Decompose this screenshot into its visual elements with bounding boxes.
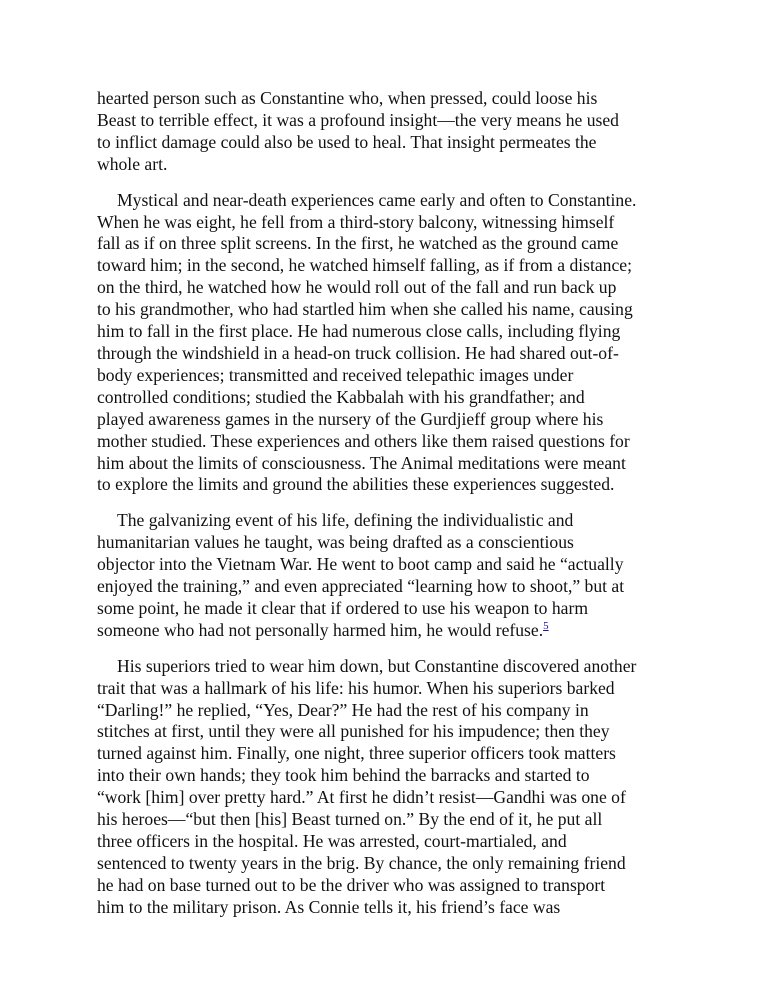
text-line: objector into the Vietnam War. He went to boot camp and said he “actually bbox=[97, 554, 624, 575]
text-line: to his grandmother, who had startled him when she called his name, causing bbox=[97, 299, 633, 320]
text-line: His superiors tried to wear him down, but Constantine discovered another bbox=[117, 655, 637, 676]
text-line: three officers in the hospital. He was arrested, court-martialed, and bbox=[97, 831, 567, 851]
text-line: enjoyed the training,” and even appreciated “learning how to shoot,” but at bbox=[97, 576, 625, 597]
text-line: someone who had not personally harmed him, he would refuse. bbox=[97, 619, 544, 640]
text-line: The galvanizing event of his life, defining the individualistic and bbox=[117, 510, 574, 531]
text-line: controlled conditions; studied the Kabbalah with his grandfather; and bbox=[97, 386, 585, 407]
text-line: into their own hands; they took him behind the barracks and started to bbox=[97, 765, 590, 786]
text-line: “work [him] over pretty hard.” At first he didn’t resist—Gandhi was one of bbox=[97, 787, 626, 808]
paragraph-3 bbox=[97, 510, 687, 641]
text-line: to explore the limits and ground the abilities these experiences suggested. bbox=[97, 474, 615, 495]
text-line: Mystical and near-death experiences came early and often to Constantine. bbox=[117, 189, 637, 210]
text-line: whole art. bbox=[97, 153, 168, 174]
page-body bbox=[97, 88, 687, 933]
paragraph-1 bbox=[97, 88, 687, 176]
text-line: sentenced to twenty years in the brig. By chance, the only remaining friend bbox=[97, 852, 626, 873]
text-line: played awareness games in the nursery of the Gurdjieff group where his bbox=[97, 408, 604, 429]
text-line: “Darling!” he replied, “Yes, Dear?” He had the rest of his company in bbox=[97, 699, 589, 720]
text-line: him to the military prison. As Connie tells it, his friend’s face was bbox=[97, 896, 561, 917]
text-line-with-footnote bbox=[97, 620, 687, 642]
text-line: him to fall in the first place. He had numerous close calls, including flying bbox=[97, 321, 621, 342]
text-line: toward him; in the second, he watched himself falling, as if from a distance; bbox=[97, 255, 632, 276]
paragraph-4 bbox=[97, 656, 687, 919]
text-line: fall as if on three split screens. In the first, he watched as the ground came bbox=[97, 233, 619, 254]
text-line: mother studied. These experiences and others like them raised questions for bbox=[97, 430, 630, 451]
text-line: hearted person such as Constantine who, when pressed, could loose his bbox=[97, 88, 598, 108]
paragraph-2 bbox=[97, 190, 687, 497]
text-line: through the windshield in a head-on truck collision. He had shared out-of- bbox=[97, 342, 619, 363]
text-line: turned against him. Finally, one night, three superior officers took matters bbox=[97, 743, 616, 764]
text-line: him about the limits of consciousness. The Animal meditations were meant bbox=[97, 452, 626, 473]
footnote-link[interactable]: 5 bbox=[543, 619, 549, 632]
text-line: humanitarian values he taught, was being drafted as a conscientious bbox=[97, 532, 574, 553]
text-line: on the third, he watched how he would roll out of the fall and run back up bbox=[97, 277, 617, 298]
text-line: to inflict damage could also be used to heal. That insight permeates the bbox=[97, 131, 597, 152]
text-line: body experiences; transmitted and received telepathic images under bbox=[97, 364, 574, 385]
text-line: his heroes—“but then [his] Beast turned on.” By the end of it, he put all bbox=[97, 809, 603, 830]
text-line: he had on base turned out to be the driver who was assigned to transport bbox=[97, 874, 606, 895]
text-line: Beast to terrible effect, it was a profound insight—the very means he used bbox=[97, 109, 619, 130]
text-line: trait that was a hallmark of his life: his humor. When his superiors barked bbox=[97, 677, 615, 698]
text-line: When he was eight, he fell from a third-story balcony, witnessing himself bbox=[97, 211, 615, 232]
text-line: stitches at first, until they were all punished for his impudence; then they bbox=[97, 721, 610, 742]
text-line: some point, he made it clear that if ordered to use his weapon to harm bbox=[97, 597, 589, 618]
